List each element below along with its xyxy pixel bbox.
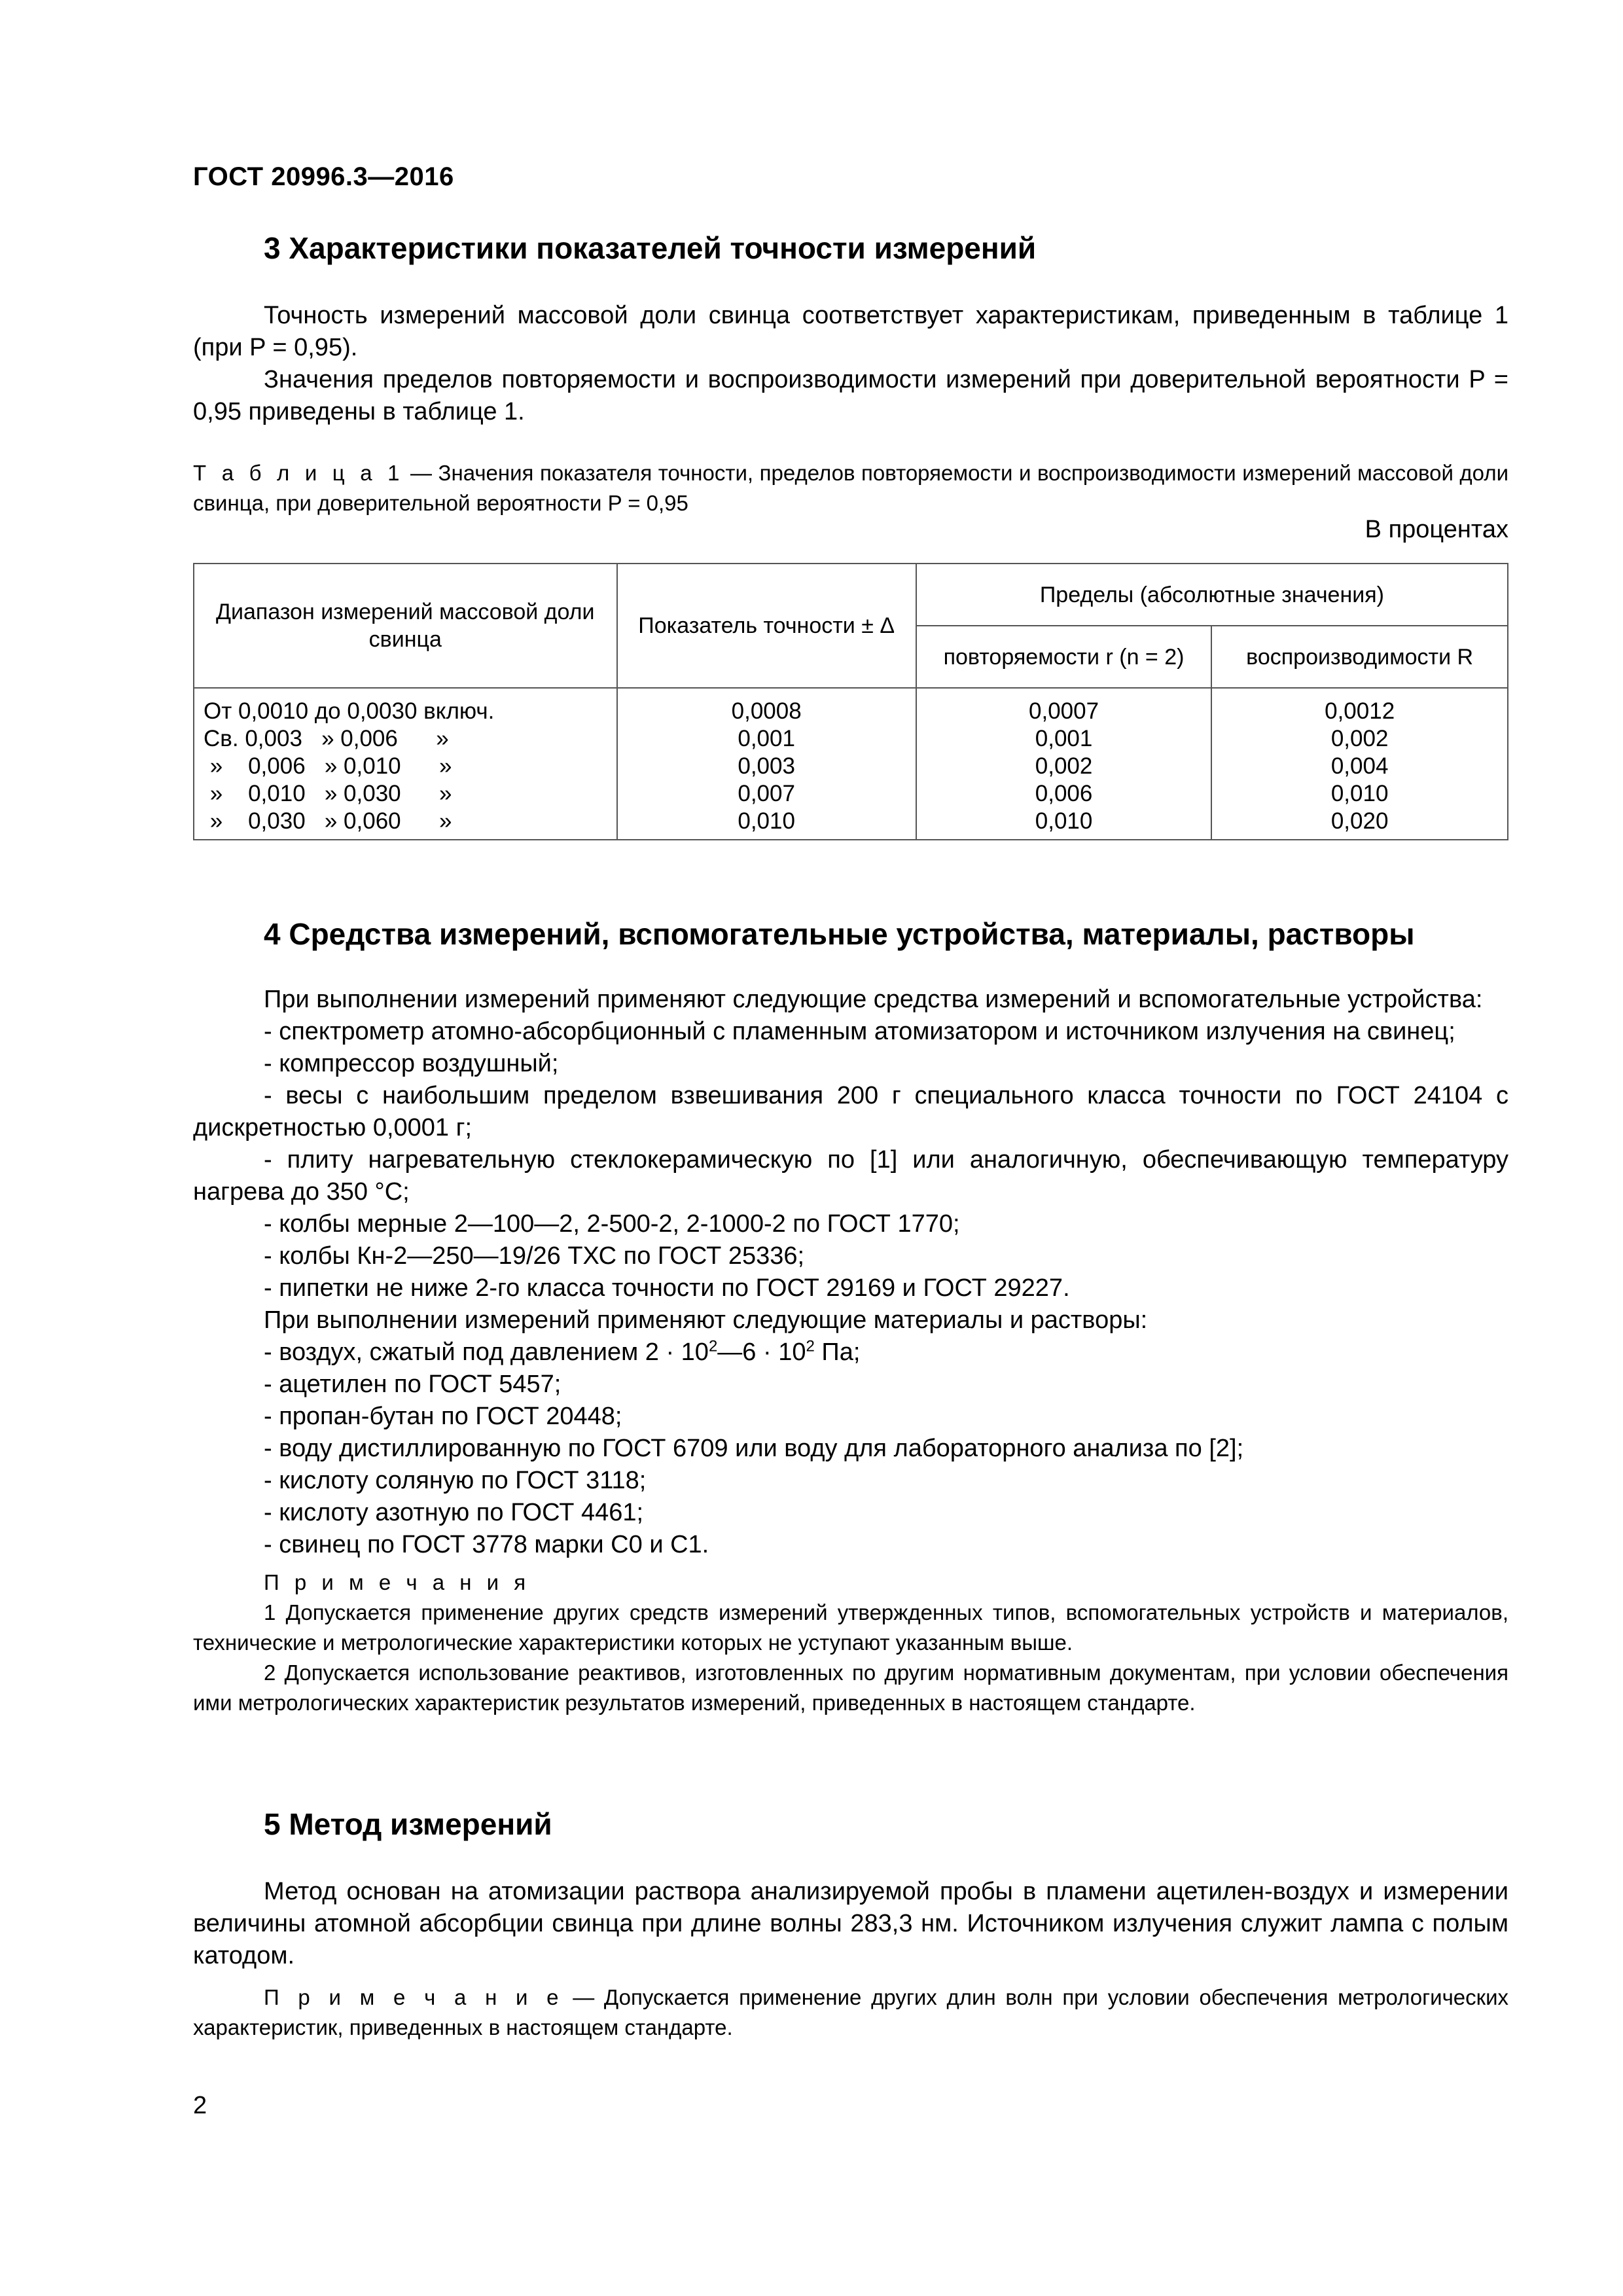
equipment-item: - пипетки не ниже 2-го класса точности по ГОСТ 29169 и ГОСТ 29227. [264, 1274, 1070, 1302]
table-units: В процентах [1364, 516, 1508, 543]
equipment-item: - спектрометр атомно-абсорбционный с пламенным атомизатором и источником излучения на свинец; [264, 1018, 1455, 1045]
accuracy-value: 0,0008 [731, 698, 802, 724]
material-item: - ацетилен по ГОСТ 5457; [264, 1371, 562, 1398]
note-item: 2 Допускается использование реактивов, изготовленных по другим нормативным документам, при условии обеспечения ими метрологических характеристик результатов измерений, приведенных в настоящем стандарте. [193, 1660, 1508, 1715]
material-item: - кислоту соляную по ГОСТ 3118; [264, 1467, 647, 1494]
reproducibility-value: 0,0012 [1325, 698, 1395, 724]
col-limits-header: Пределы (абсолютные значения) [916, 564, 1508, 626]
accuracy-value: 0,001 [738, 726, 795, 751]
range-value: » 0,006 » 0,010 » [204, 753, 452, 779]
range-value: Св. 0,003 » 0,006 » [204, 726, 449, 751]
document-header: ГОСТ 20996.3—2016 [193, 162, 454, 191]
section-3-title: 3 Характеристики показателей точности измерений [264, 231, 1037, 265]
repeatability-value: 0,0007 [1029, 698, 1099, 724]
material-item-air: - воздух, сжатый под давлением $2 \cdot 10^2—6 \cdot 10^2$ Па; [264, 1337, 861, 1366]
material-item: - пропан-бутан по ГОСТ 20448; [264, 1403, 622, 1430]
accuracy-value: 0,010 [738, 808, 795, 834]
document-page [193, 0, 1508, 2296]
accuracy-table [193, 563, 1508, 840]
section-4-text [193, 984, 1508, 1718]
section-3-paragraph-2: Значения пределов повторяемости и воспроизводимости измерений при доверительной вероятности P = 0,95 приведены в таблице 1. [193, 366, 1508, 425]
material-item: - свинец по ГОСТ 3778 марки С0 и С1. [264, 1531, 709, 1558]
table-row [194, 688, 1508, 840]
reproducibility-value: 0,004 [1330, 753, 1389, 779]
note-label: П р и м е ч а н и е [264, 1985, 563, 2009]
reproducibility-cell [1211, 688, 1508, 840]
accuracy-value: 0,007 [738, 781, 795, 806]
accuracy-cell [617, 688, 916, 840]
section-5-paragraph: Метод основан на атомизации раствора анализируемой пробы в пламени ацетилен-воздух и измерении величины атомной абсорбции свинца при длине волны 283,3 нм. Источником излучения служит лампа с полым катодом. [193, 1878, 1508, 1969]
reproducibility-value: 0,020 [1330, 808, 1389, 834]
page-number: 2 [193, 2092, 207, 2119]
section-4-title: 4 Средства измерений, вспомогательные устройства, материалы, растворы [264, 917, 1415, 951]
accuracy-value: 0,003 [738, 753, 795, 779]
note-text: — Допускается применение других длин волн при условии обеспечения метрологических характеристик, приведенных в настоящем стандарте. [193, 1985, 1508, 2039]
material-item: - воду дистиллированную по ГОСТ 6709 или воду для лабораторного анализа по [2]; [264, 1435, 1244, 1462]
section-3-paragraph-1: Точность измерений массовой доли свинца соответствует характеристикам, приведенным в таблице 1 (при P = 0,95). [193, 302, 1508, 361]
range-cell [194, 688, 617, 840]
equipment-item: - компрессор воздушный; [264, 1050, 559, 1077]
table-caption-text: — Значения показателя точности, пределов повторяемости и воспроизводимости измерений массовой доли свинца, при доверительной вероятности P = 0,95 [193, 461, 1509, 515]
col-range-header: Диапазон измерений массовой доли свинца [194, 564, 617, 688]
section-5-title: 5 Метод измерений [264, 1807, 552, 1841]
materials-intro: При выполнении измерений применяют следующие материалы и растворы: [264, 1306, 1148, 1334]
table-label: Т а б л и ц а 1 [193, 461, 404, 485]
material-item: - кислоту азотную по ГОСТ 4461; [264, 1499, 644, 1526]
equipment-item: - весы с наибольшим пределом взвешивания 200 г специального класса точности по ГОСТ 24104 с дискретностью 0,0001 г; [193, 1082, 1508, 1141]
equipment-item: - колбы мерные 2—100—2, 2-500-2, 2-1000-2 по ГОСТ 1770; [264, 1210, 960, 1238]
col-reproducibility-header: воспроизводимости R [1211, 626, 1508, 688]
notes-title: П р и м е ч а н и я [264, 1570, 531, 1594]
reproducibility-value: 0,002 [1330, 726, 1389, 751]
range-value: » 0,010 » 0,030 » [204, 781, 452, 806]
repeatability-cell [916, 688, 1211, 840]
repeatability-value: 0,006 [1035, 781, 1093, 806]
note-item: 1 Допускается применение других средств измерений утвержденных типов, вспомогательных устройств и материалов, технические и метрологические характеристики которых не уступают указанным выше. [193, 1600, 1508, 1655]
section-4-intro: При выполнении измерений применяют следующие средства измерений и вспомогательные устройства: [264, 986, 1483, 1013]
repeatability-value: 0,002 [1035, 753, 1093, 779]
section-5-note [193, 1982, 1508, 2043]
col-accuracy-header: Показатель точности ± Δ [617, 564, 916, 688]
section-3-text [193, 300, 1508, 428]
equipment-item: - плиту нагревательную стеклокерамическую по [1] или аналогичную, обеспечивающую температуру нагрева до 350 °С; [193, 1146, 1508, 1206]
range-value: » 0,030 » 0,060 » [204, 808, 452, 834]
section-5-text [193, 1876, 1508, 2043]
table-caption [193, 458, 1508, 518]
equipment-item: - колбы Кн-2—250—19/26 ТХС по ГОСТ 25336; [264, 1242, 805, 1270]
reproducibility-value: 0,010 [1330, 781, 1389, 806]
repeatability-value: 0,010 [1035, 808, 1093, 834]
col-repeatability-header: повторяемости r (n = 2) [916, 626, 1211, 688]
repeatability-value: 0,001 [1035, 726, 1093, 751]
range-value: От 0,0010 до 0,0030 включ. [204, 698, 495, 724]
